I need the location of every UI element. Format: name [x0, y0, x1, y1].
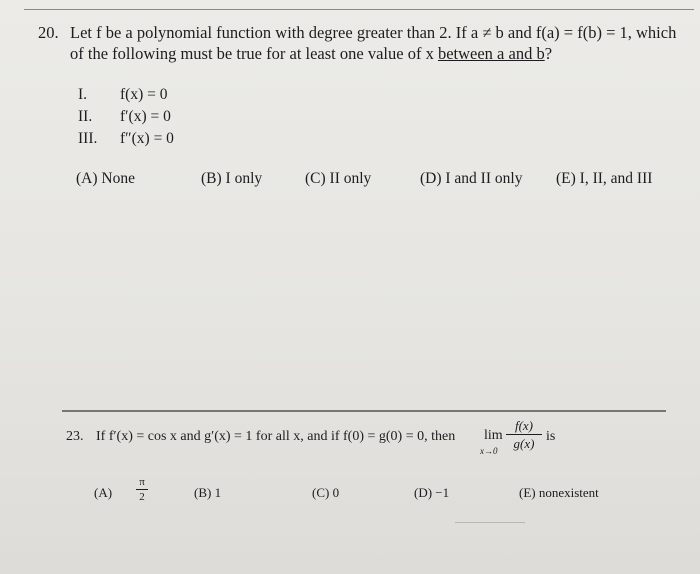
choice-e[interactable]: (E) I, II, and III: [556, 170, 653, 187]
choice-e[interactable]: (E) nonexistent: [519, 485, 599, 500]
faint-line: [455, 522, 525, 523]
question-line-1: Let f be a polynomial function with degree greater than 2. If a ≠ b and f(a) = f(b) = 1, which: [70, 23, 677, 42]
choice-c[interactable]: (C) II only: [305, 170, 372, 187]
choice-c[interactable]: (C) 0: [312, 485, 340, 500]
worksheet-photo: 20. Let f be a polynomial function with degree greater than 2. If a ≠ b and f(a) = f(b) = 1, which of the following must be true for at least one value of x between a and b? I. f(x) = 0 II. f′(x) = 0 III. f″(x) = 0 (A) None (B) I only (C) II only (D) I and II only (E) I, II, and III 23. If f′(x) = cos x and g′(x) = 1 for all x, and if f(0) = g(0) = 0, then lim x→0 f(x) g(x) is (A) (B) 1 (C) 0 (D) −1 (E) nonexistent π 2: [0, 0, 700, 574]
section-divider: [62, 410, 666, 412]
choice-d[interactable]: (D) I and II only: [420, 170, 523, 187]
question-text: [70, 22, 690, 64]
question-line-2: of the following must be true for at least one value of x between a and b?: [70, 44, 553, 63]
choice-b[interactable]: (B) 1: [194, 485, 222, 500]
choice-a[interactable]: (A): [94, 485, 113, 500]
top-rule: [24, 9, 694, 10]
choice-d[interactable]: (D) −1: [414, 485, 450, 500]
pi-over-two-fraction: π 2: [136, 476, 148, 503]
choice-b[interactable]: (B) I only: [201, 170, 263, 187]
question-number: 20.: [38, 23, 59, 42]
underlined-phrase: between a and b: [437, 44, 545, 63]
limit-fraction: f(x) g(x): [506, 418, 542, 451]
question-number: 23.: [66, 429, 84, 444]
choice-a[interactable]: (A) None: [76, 170, 135, 187]
question-text: If f′(x) = cos x and g′(x) = 1 for all x, and if f(0) = g(0) = 0, then: [96, 429, 456, 444]
limit-expression: lim x→0: [480, 428, 503, 456]
